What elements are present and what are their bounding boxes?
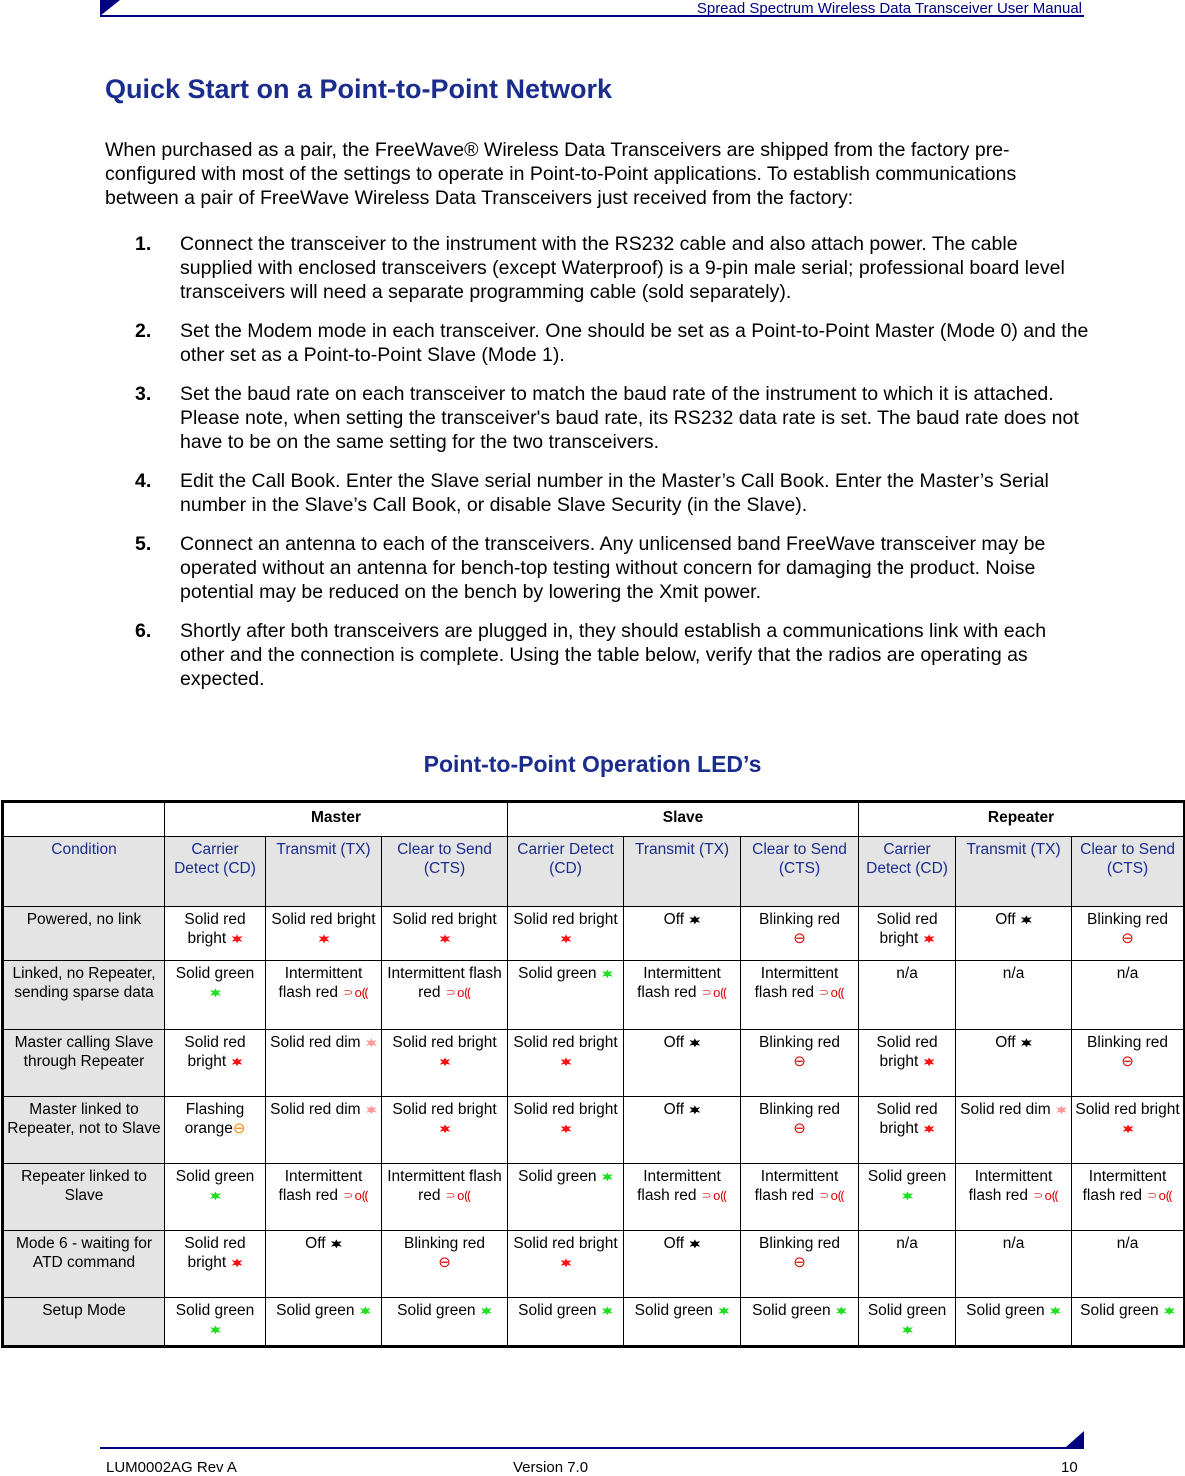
step-text: Set the baud rate on each transceiver to match the baud rate of the instrument to which it is attached. Please note, when setting the transceiver's baud rate, its RS232 data rate is set. The baud rate does not have to be on the same setting for the two transceivers. bbox=[180, 383, 1079, 453]
led-cell bbox=[956, 1298, 1072, 1347]
led-cell bbox=[624, 1164, 741, 1231]
led-intermittent-flash-icon: ⸧o⸨ bbox=[696, 1188, 727, 1203]
page-title: Quick Start on a Point-to-Point Network bbox=[105, 74, 613, 104]
led-cell bbox=[1072, 1164, 1185, 1231]
step-item bbox=[105, 382, 1090, 454]
led-state-text: Solid red bright bbox=[392, 1034, 497, 1051]
led-intermittent-flash-icon: ⸧o⸨ bbox=[440, 1188, 471, 1203]
led-cell bbox=[741, 1298, 859, 1347]
led-state-text: Solid green bbox=[518, 1168, 597, 1185]
led-state-text: Off bbox=[663, 1101, 685, 1118]
column-header-row bbox=[3, 837, 1185, 907]
led-blinking-icon: ⊖ bbox=[793, 1120, 806, 1137]
led-cell bbox=[624, 1298, 741, 1347]
led-cell bbox=[382, 1231, 508, 1298]
step-item bbox=[105, 469, 1090, 517]
led-state-text: Solid green bbox=[175, 1302, 255, 1319]
led-state-text: Solid red bright bbox=[513, 1101, 618, 1118]
led-cell bbox=[956, 1097, 1072, 1164]
led-bright-icon bbox=[440, 1057, 451, 1066]
led-green-icon bbox=[1050, 1306, 1061, 1315]
led-state-text: Blinking red bbox=[759, 911, 841, 928]
led-cell bbox=[1072, 1231, 1185, 1298]
led-flashing-orange-icon: ⊖ bbox=[232, 1120, 246, 1137]
step-item bbox=[105, 232, 1090, 304]
led-bright-icon bbox=[924, 1057, 935, 1066]
led-state-text: Intermittent flash red bbox=[387, 965, 502, 1001]
led-bright-icon bbox=[1123, 1124, 1134, 1133]
led-intermittent-flash-icon: ⸧o⸨ bbox=[338, 1188, 369, 1203]
led-state-text: Intermittent flash red bbox=[968, 1168, 1053, 1204]
step-text: Edit the Call Book. Enter the Slave serial number in the Master’s Call Book. Enter the Master’s Serial number in the Slave’s Call Book, or disable Slave Security (in the Slave). bbox=[180, 470, 1049, 516]
step-text: Set the Modem mode in each transceiver. One should be set as a Point-to-Point Master (Mode 0) and the other set as a Point-to-Point Slave (Mode 1). bbox=[180, 320, 1089, 366]
led-state-text: Solid red dim bbox=[960, 1101, 1051, 1118]
led-state-text: Blinking red bbox=[759, 1101, 841, 1118]
led-cell bbox=[956, 907, 1072, 961]
led-state-text: Solid red bright bbox=[876, 911, 938, 947]
led-state-text: Off bbox=[995, 911, 1016, 928]
condition-cell: Mode 6 - waiting for ATD command bbox=[3, 1231, 165, 1298]
led-cell bbox=[508, 1298, 624, 1347]
led-cell bbox=[624, 961, 741, 1030]
table-row bbox=[3, 961, 1185, 1030]
led-state-text: Solid green bbox=[966, 1302, 1045, 1319]
step-item bbox=[105, 532, 1090, 604]
led-cell bbox=[266, 1231, 382, 1298]
led-state-text: n/a bbox=[1116, 965, 1139, 982]
led-state-text: Solid red bright bbox=[513, 1235, 618, 1252]
led-green-icon bbox=[836, 1306, 847, 1315]
led-bright-icon bbox=[319, 934, 330, 943]
led-dim-icon bbox=[366, 1105, 377, 1114]
led-state-text: Off bbox=[663, 1034, 685, 1051]
led-cell bbox=[741, 907, 859, 961]
column-header: Transmit (TX) bbox=[266, 837, 382, 907]
step-text: Connect an antenna to each of the transceivers. Any unlicensed band FreeWave transceiver may be operated without an antenna for bench-top testing without concern for damaging the product. Noise potential may be reduced on the bench by lowering the Xmit power. bbox=[180, 533, 1046, 603]
led-bright-icon bbox=[232, 1057, 243, 1066]
led-cell bbox=[859, 961, 956, 1030]
led-dim-icon bbox=[1056, 1105, 1067, 1114]
led-state-text: Off bbox=[663, 911, 685, 928]
led-bright-icon bbox=[924, 934, 935, 943]
led-state-text: Off bbox=[663, 1235, 685, 1252]
led-intermittent-flash-icon: ⸧o⸨ bbox=[814, 1188, 845, 1203]
led-state-text: Solid green bbox=[397, 1302, 476, 1319]
condition-cell: Powered, no link bbox=[3, 907, 165, 961]
led-intermittent-flash-icon: ⸧o⸨ bbox=[1142, 1188, 1173, 1203]
led-cell bbox=[508, 1097, 624, 1164]
led-cell bbox=[1072, 961, 1185, 1030]
led-state-text: Solid green bbox=[867, 1168, 947, 1185]
footer-doc-id: LUM0002AG Rev A bbox=[106, 1459, 237, 1476]
table-row bbox=[3, 907, 1185, 961]
column-header: Clear to Send (CTS) bbox=[382, 837, 508, 907]
led-off-icon bbox=[689, 1239, 700, 1248]
led-state-text: Solid red bright bbox=[184, 911, 246, 947]
led-state-text: Solid red bright bbox=[184, 1034, 246, 1070]
led-state-text: Intermittent flash red bbox=[278, 965, 363, 1001]
led-state-text: Solid green bbox=[752, 1302, 831, 1319]
led-bright-icon bbox=[561, 934, 572, 943]
column-header: Carrier Detect (CD) bbox=[508, 837, 624, 907]
column-header: Condition bbox=[3, 837, 165, 907]
column-header: Clear to Send (CTS) bbox=[1072, 837, 1185, 907]
led-blinking-icon: ⊖ bbox=[793, 1254, 806, 1271]
led-state-text: n/a bbox=[896, 965, 918, 982]
led-state-text: Solid red bright bbox=[513, 911, 618, 928]
led-green-icon bbox=[210, 1325, 221, 1334]
led-state-text: Intermittent flash red bbox=[387, 1168, 502, 1204]
led-cell bbox=[859, 1164, 956, 1231]
led-cell bbox=[165, 1097, 266, 1164]
step-item bbox=[105, 319, 1090, 367]
led-green-icon bbox=[1164, 1306, 1175, 1315]
condition-cell: Setup Mode bbox=[3, 1298, 165, 1347]
table-row bbox=[3, 1097, 1185, 1164]
led-cell bbox=[1072, 1298, 1185, 1347]
led-state-text: Solid green bbox=[518, 1302, 597, 1319]
led-state-text: Flashing orange bbox=[184, 1101, 245, 1137]
step-text: Connect the transceiver to the instrument with the RS232 cable and also attach power. The cable supplied with enclosed transceivers (except Waterproof) is a 9-pin male serial; professional board level transceivers will need a separate programming cable (sold separately). bbox=[180, 233, 1065, 303]
footer-rule bbox=[100, 1447, 1084, 1449]
led-table-body bbox=[3, 907, 1185, 1347]
led-cell bbox=[165, 1030, 266, 1097]
step-number: 4. bbox=[135, 470, 152, 492]
led-state-text: Blinking red bbox=[759, 1034, 841, 1051]
led-cell bbox=[508, 1164, 624, 1231]
led-blinking-icon: ⊖ bbox=[1121, 1053, 1134, 1070]
led-cell bbox=[741, 1231, 859, 1298]
column-header: Clear to Send (CTS) bbox=[741, 837, 859, 907]
led-intermittent-flash-icon: ⸧o⸨ bbox=[1028, 1188, 1059, 1203]
led-off-icon bbox=[1021, 915, 1032, 924]
led-state-text: Solid red bright bbox=[392, 1101, 497, 1118]
led-intermittent-flash-icon: ⸧o⸨ bbox=[440, 985, 471, 1000]
led-state-text: Solid green bbox=[634, 1302, 714, 1319]
led-cell bbox=[859, 1097, 956, 1164]
column-header: Transmit (TX) bbox=[956, 837, 1072, 907]
led-cell bbox=[741, 1097, 859, 1164]
led-state-text: Solid green bbox=[175, 1168, 255, 1185]
led-cell bbox=[741, 961, 859, 1030]
led-cell bbox=[956, 1164, 1072, 1231]
led-green-icon bbox=[602, 969, 613, 978]
led-cell bbox=[741, 1164, 859, 1231]
led-state-text: Solid red bright bbox=[184, 1235, 246, 1271]
step-number: 6. bbox=[135, 620, 152, 642]
led-off-icon bbox=[1021, 1038, 1032, 1047]
condition-cell: Linked, no Repeater, sending sparse data bbox=[3, 961, 165, 1030]
empty-header-cell bbox=[3, 802, 165, 837]
step-number: 5. bbox=[135, 533, 152, 555]
led-state-text: Solid red dim bbox=[270, 1034, 361, 1051]
led-cell bbox=[956, 1231, 1072, 1298]
led-cell bbox=[859, 1298, 956, 1347]
led-state-text: Solid green bbox=[1080, 1302, 1159, 1319]
led-state-text: Solid green bbox=[175, 965, 255, 982]
led-cell bbox=[382, 907, 508, 961]
led-state-text: Solid green bbox=[518, 965, 597, 982]
led-state-text: Intermittent flash red bbox=[637, 1168, 721, 1204]
table-row bbox=[3, 1030, 1185, 1097]
led-off-icon bbox=[689, 1105, 700, 1114]
step-text: Shortly after both transceivers are plugged in, they should establish a communications link with each other and the connection is complete. Using the table below, verify that the radios are operating as expected. bbox=[180, 620, 1047, 690]
led-cell bbox=[165, 1164, 266, 1231]
led-cell bbox=[382, 1164, 508, 1231]
led-state-text: Solid red bright bbox=[392, 911, 497, 928]
led-state-text: Solid red bright bbox=[271, 911, 376, 928]
condition-cell: Repeater linked to Slave bbox=[3, 1164, 165, 1231]
led-state-text: Solid red bright bbox=[513, 1034, 618, 1051]
led-state-text: Solid green bbox=[276, 1302, 355, 1319]
table-row bbox=[3, 1298, 1185, 1347]
led-state-text: Solid green bbox=[867, 1302, 947, 1319]
led-cell bbox=[266, 961, 382, 1030]
column-header: Carrier Detect (CD) bbox=[165, 837, 266, 907]
led-cell bbox=[165, 907, 266, 961]
step-item bbox=[105, 619, 1090, 691]
led-cell bbox=[956, 1030, 1072, 1097]
table-title: Point-to-Point Operation LED’s bbox=[423, 751, 762, 777]
led-cell bbox=[165, 961, 266, 1030]
led-off-icon bbox=[331, 1239, 342, 1248]
table-row bbox=[3, 1231, 1185, 1298]
led-green-icon bbox=[602, 1172, 613, 1181]
footer-triangle-icon bbox=[1066, 1431, 1084, 1447]
led-cell bbox=[382, 1030, 508, 1097]
led-state-text: Intermittent flash red bbox=[637, 965, 721, 1001]
led-green-icon bbox=[902, 1325, 913, 1334]
led-cell bbox=[266, 1164, 382, 1231]
led-cell bbox=[859, 1030, 956, 1097]
led-state-text: n/a bbox=[1116, 1235, 1139, 1252]
led-green-icon bbox=[481, 1306, 492, 1315]
led-state-text: Intermittent flash red bbox=[1082, 1168, 1167, 1204]
led-state-text: Off bbox=[995, 1034, 1016, 1051]
led-dim-icon bbox=[366, 1038, 377, 1047]
led-cell bbox=[266, 907, 382, 961]
group-header-row bbox=[3, 802, 1185, 837]
condition-cell: Master calling Slave through Repeater bbox=[3, 1030, 165, 1097]
step-number: 2. bbox=[135, 320, 152, 342]
led-blinking-icon: ⊖ bbox=[1121, 930, 1134, 947]
led-state-text: Blinking red bbox=[404, 1235, 485, 1252]
led-state-text: Solid red bright bbox=[876, 1101, 938, 1137]
condition-cell: Master linked to Repeater, not to Slave bbox=[3, 1097, 165, 1164]
led-state-text: Blinking red bbox=[1087, 1034, 1169, 1051]
led-green-icon bbox=[902, 1191, 913, 1200]
led-cell bbox=[266, 1298, 382, 1347]
led-state-text: Intermittent flash red bbox=[754, 965, 839, 1001]
led-state-text: n/a bbox=[1002, 965, 1025, 982]
led-green-icon bbox=[210, 1191, 221, 1200]
group-header: Master bbox=[165, 802, 508, 837]
intro-paragraph: When purchased as a pair, the FreeWave® Wireless Data Transceivers are shipped from the factory pre-configured with most of the settings to operate in Point-to-Point applications. To establish communications between a pair of FreeWave Wireless Data Transceivers just received from the factory: bbox=[105, 139, 1017, 209]
led-state-text: n/a bbox=[896, 1235, 918, 1252]
group-header: Repeater bbox=[859, 802, 1185, 837]
led-bright-icon bbox=[561, 1057, 572, 1066]
led-cell bbox=[382, 961, 508, 1030]
led-cell bbox=[624, 1231, 741, 1298]
led-cell bbox=[741, 1030, 859, 1097]
led-state-text: Blinking red bbox=[759, 1235, 841, 1252]
led-off-icon bbox=[689, 1038, 700, 1047]
led-bright-icon bbox=[232, 934, 243, 943]
led-bright-icon bbox=[440, 1124, 451, 1133]
led-green-icon bbox=[210, 988, 221, 997]
led-blinking-icon: ⊖ bbox=[793, 930, 806, 947]
led-intermittent-flash-icon: ⸧o⸨ bbox=[338, 985, 369, 1000]
led-cell bbox=[508, 907, 624, 961]
led-bright-icon bbox=[924, 1124, 935, 1133]
group-header: Slave bbox=[508, 802, 859, 837]
led-green-icon bbox=[602, 1306, 613, 1315]
led-intermittent-flash-icon: ⸧o⸨ bbox=[696, 985, 727, 1000]
led-state-text: Off bbox=[305, 1235, 326, 1252]
led-cell bbox=[1072, 1030, 1185, 1097]
led-off-icon bbox=[689, 915, 700, 924]
led-state-text: Blinking red bbox=[1087, 911, 1169, 928]
led-bright-icon bbox=[232, 1258, 243, 1267]
led-cell bbox=[508, 1231, 624, 1298]
led-cell bbox=[266, 1097, 382, 1164]
led-state-text: Intermittent flash red bbox=[754, 1168, 839, 1204]
led-blinking-icon: ⊖ bbox=[438, 1254, 451, 1271]
led-cell bbox=[956, 961, 1072, 1030]
led-cell bbox=[508, 961, 624, 1030]
footer-version: Version 7.0 bbox=[513, 1459, 589, 1476]
led-bright-icon bbox=[561, 1124, 572, 1133]
led-cell bbox=[508, 1030, 624, 1097]
led-bright-icon bbox=[440, 934, 451, 943]
led-cell bbox=[1072, 1097, 1185, 1164]
led-green-icon bbox=[718, 1306, 729, 1315]
led-cell bbox=[165, 1298, 266, 1347]
led-cell bbox=[266, 1030, 382, 1097]
steps-list bbox=[105, 232, 1090, 706]
led-intermittent-flash-icon: ⸧o⸨ bbox=[814, 985, 845, 1000]
column-header: Transmit (TX) bbox=[624, 837, 741, 907]
led-table bbox=[1, 800, 1185, 1348]
header-title: Spread Spectrum Wireless Data Transceiver User Manual bbox=[696, 0, 1082, 17]
led-cell bbox=[165, 1231, 266, 1298]
led-state-text: Solid red bright bbox=[1075, 1101, 1180, 1118]
table-row bbox=[3, 1164, 1185, 1231]
led-state-text: Intermittent flash red bbox=[278, 1168, 363, 1204]
led-cell bbox=[382, 1298, 508, 1347]
led-cell bbox=[859, 1231, 956, 1298]
led-blinking-icon: ⊖ bbox=[793, 1053, 806, 1070]
step-number: 1. bbox=[135, 233, 152, 255]
led-state-text: Solid red bright bbox=[876, 1034, 938, 1070]
led-cell bbox=[624, 1030, 741, 1097]
led-bright-icon bbox=[561, 1258, 572, 1267]
footer-page-number: 10 bbox=[1061, 1459, 1078, 1476]
led-cell bbox=[859, 907, 956, 961]
column-header: Carrier Detect (CD) bbox=[859, 837, 956, 907]
led-state-text: n/a bbox=[1002, 1235, 1025, 1252]
led-state-text: Solid red dim bbox=[270, 1101, 361, 1118]
led-cell bbox=[382, 1097, 508, 1164]
led-cell bbox=[624, 1097, 741, 1164]
header-triangle-icon bbox=[100, 0, 120, 16]
led-green-icon bbox=[360, 1306, 371, 1315]
step-number: 3. bbox=[135, 383, 152, 405]
led-cell bbox=[1072, 907, 1185, 961]
led-cell bbox=[624, 907, 741, 961]
